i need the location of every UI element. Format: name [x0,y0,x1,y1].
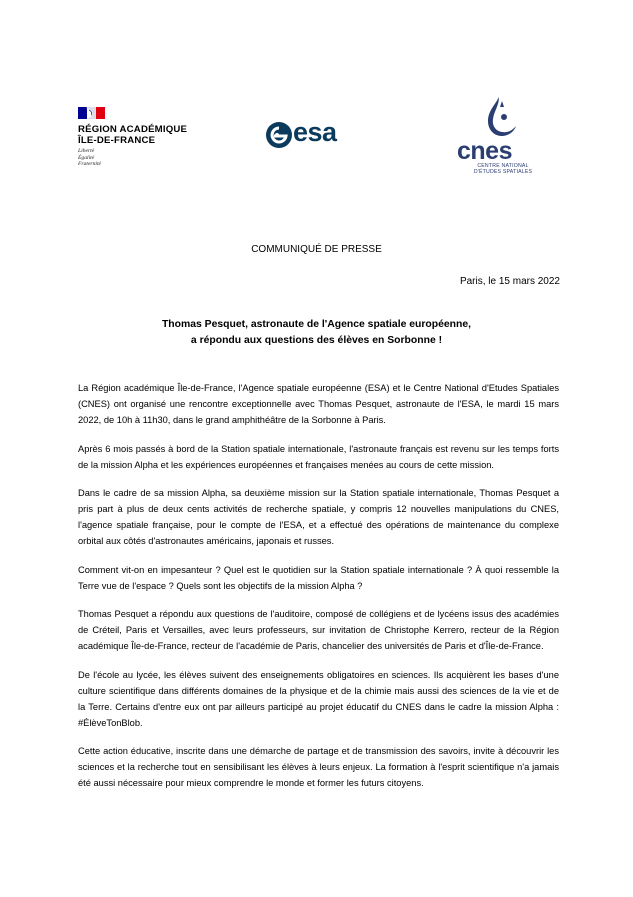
motto-fraternite: Fraternité [78,161,101,168]
cnes-subtitle-line1: CENTRE NATIONAL [477,163,529,169]
region-title [78,124,238,146]
press-body [78,380,559,804]
headline [100,317,533,349]
esa-logo [265,119,360,151]
region-title-line2: ÎLE-DE-FRANCE [78,135,156,146]
esa-emblem-icon [265,119,295,151]
headline-line1: Thomas Pesquet, astronaute de l'Agence spatiale européenne, [161,319,472,330]
document-kind: COMMUNIQUÉ DE PRESSE [251,244,382,255]
headline-line2: a répondu aux questions des élèves en Sorbonne ! [190,335,443,346]
paragraph: Thomas Pesquet a répondu aux questions de l'auditoire, composé de collégiens et de lycéens issus des académies de Créteil, Paris et Versailles, avec leurs professeurs, sur invitation de Christophe Kerrero, recteur de la Région académique Île-de-France, recteur de l'académie de Paris, chancelier des universités de Paris et d'Île-de-France. [78,609,559,651]
letterhead [0,95,633,185]
cnes-subtitle-line2: D'ÉTUDES SPATIALES [473,169,533,176]
marianne-flag-icon [78,107,105,119]
republic-motto [78,148,101,168]
paragraph: Après 6 mois passés à bord de la Station spatiale internationale, l'astronaute français est revenu sur les temps forts de la mission Alpha et les expériences européennes et françaises menées au cours de cette mission. [78,443,559,470]
document-date: Paris, le 15 mars 2022 [459,276,560,287]
paragraph: La Région académique Île-de-France, l'Agence spatiale européenne (ESA) et le Centre National d'Etudes Spatiales (CNES) ont organisé une rencontre exceptionnelle avec Thomas Pesquet, astronaute de l'ESA, le mardi 15 mars 2022, de 10h à 11h30, dans le grand amphithéâtre de la Sorbonne à Paris. [78,383,559,425]
motto-egalite: Égalité [78,154,95,161]
cnes-swirl-icon [454,95,544,139]
paragraph: Dans le cadre de sa mission Alpha, sa deuxième mission sur la Station spatiale internationale, Thomas Pesquet a pris part à plus de deux cents activités de recherche spatiale, y compris 12 nouvelles manipulations du CNES, l'agence spatiale française, pour le compte de l'ESA, et a effectué des opérations de maintenance du complexe orbital aux côtés d'astronautes américains, japonais et russes. [78,488,559,546]
paragraph: De l'école au lycée, les élèves suivent des enseignements obligatoires en sciences. Ils acquièrent les bases d'une culture scientifique dans différents domaines de la physique et de la chimie mais aussi des sciences de la vie et de la Terre. Certains d'entre eux ont par ailleurs participé au projet éducatif du CNES dans le cadre la mission Alpha : #ÉlèveTonBlob. [78,669,559,728]
region-title-line1: RÉGION ACADÉMIQUE [78,124,188,135]
paragraph: Comment vit-on en impesanteur ? Quel est le quotidien sur la Station spatiale internationale ? À quoi ressemble la Terre vue de l'espace ? Quels sont les objectifs de la mission Alpha ? [78,564,559,591]
paragraph: Cette action éducative, inscrite dans une démarche de partage et de transmission des savoirs, invite à découvrir les sciences et la recherche tout en sensibilisant les élèves à leurs enjeux. La formation à l'esprit scientifique n'a jamais été aussi nécessaire pour mieux comprendre le monde et former les futurs citoyens. [78,746,559,788]
esa-wordmark: esa [293,117,337,147]
cnes-subtitle [460,163,546,176]
motto-liberte: Liberté [78,148,95,154]
cnes-wordmark: cnes [457,137,512,165]
cnes-logo [454,95,544,185]
